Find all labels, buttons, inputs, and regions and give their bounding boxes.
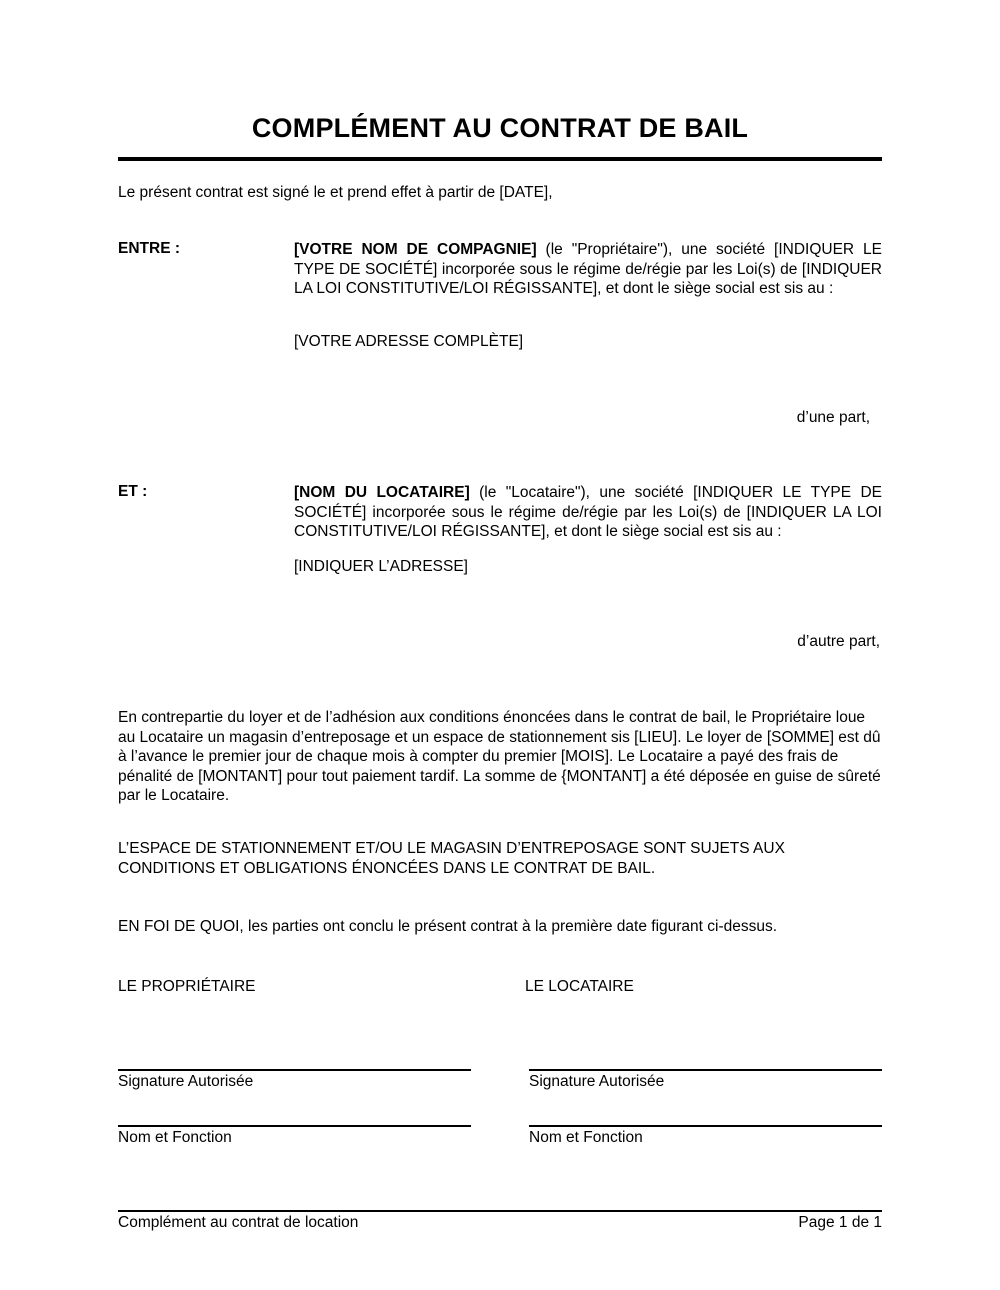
party2-text [294,483,882,542]
party2-description: (le "Locataire"), une société [INDIQUER LE TYPE DE SOCIÉTÉ] incorporée sous le régime de/régie par les Loi(s) de [INDIQUER LA LOI CONSTITUTIVE/LOI RÉGISSANTE], et dont le siège social est sis au : [294,484,882,540]
party1-label: ENTRE : [118,240,180,257]
party1-text [294,240,882,299]
footer-document-name: Complément au contrat de location [118,1214,359,1231]
conditions-paragraph: L’ESPACE DE STATIONNEMENT ET/OU LE MAGASIN D’ENTREPOSAGE SONT SUJETS AUX CONDITIONS ET OBLIGATIONS ÉNONCÉES DANS LE CONTRAT DE BAIL. [118,840,785,877]
footer-divider [118,1210,882,1212]
landlord-name-caption: Nom et Fonction [118,1129,232,1146]
party1-name: [VOTRE NOM DE COMPAGNIE] [294,241,537,258]
document-title: COMPLÉMENT AU CONTRAT DE BAIL [251,113,749,143]
footer-page-number: Page 1 de 1 [798,1214,882,1231]
witness-paragraph: EN FOI DE QUOI, les parties ont conclu le présent contrat à la première date figurant ci-dessus. [118,918,778,935]
tenant-signature-caption: Signature Autorisée [529,1073,665,1090]
terms-paragraph: En contrepartie du loyer et de l’adhésion aux conditions énoncées dans le contrat de bail, le Propriétaire loue au Locataire un magasin d’entreposage et un espace de stationnement sis [LIEU]. Le loyer de [SOMME] est dû à l’avance le premier jour de chaque mois à compter du premier [MOIS]. Le Locataire a payé des frais de pénalité de [MONTANT] pour tout paiement tardif. La somme de {MONTANT] a été déposée en guise de sûreté par le Locataire. [118,709,881,804]
party1-address: [VOTRE ADRESSE COMPLÈTE] [294,333,524,350]
tenant-signature-line [529,1069,882,1071]
party2-label: ET : [118,483,148,500]
landlord-signature-caption: Signature Autorisée [118,1073,254,1090]
party2-address: [INDIQUER L’ADRESSE] [294,558,468,575]
party1-description: (le "Propriétaire"), une société [INDIQUER LE TYPE DE SOCIÉTÉ] incorporée sous le régime de/régie par les Loi(s) de [INDIQUER LA LOI CONSTITUTIVE/LOI RÉGISSANTE], et dont le siège social est sis au : [294,241,882,297]
tenant-name-line [529,1125,882,1127]
party1-closing: d’une part, [796,409,870,426]
intro-sentence: Le présent contrat est signé le et prend effet à partir de [DATE], [118,184,553,201]
landlord-name-line [118,1125,471,1127]
tenant-name-caption: Nom et Fonction [529,1129,643,1146]
party2-name: [NOM DU LOCATAIRE] [294,484,470,501]
title-divider [118,157,882,161]
landlord-heading: LE PROPRIÉTAIRE [118,978,256,995]
party2-closing: d’autre part, [797,633,880,650]
tenant-heading: LE LOCATAIRE [525,978,634,995]
landlord-signature-line [118,1069,471,1071]
